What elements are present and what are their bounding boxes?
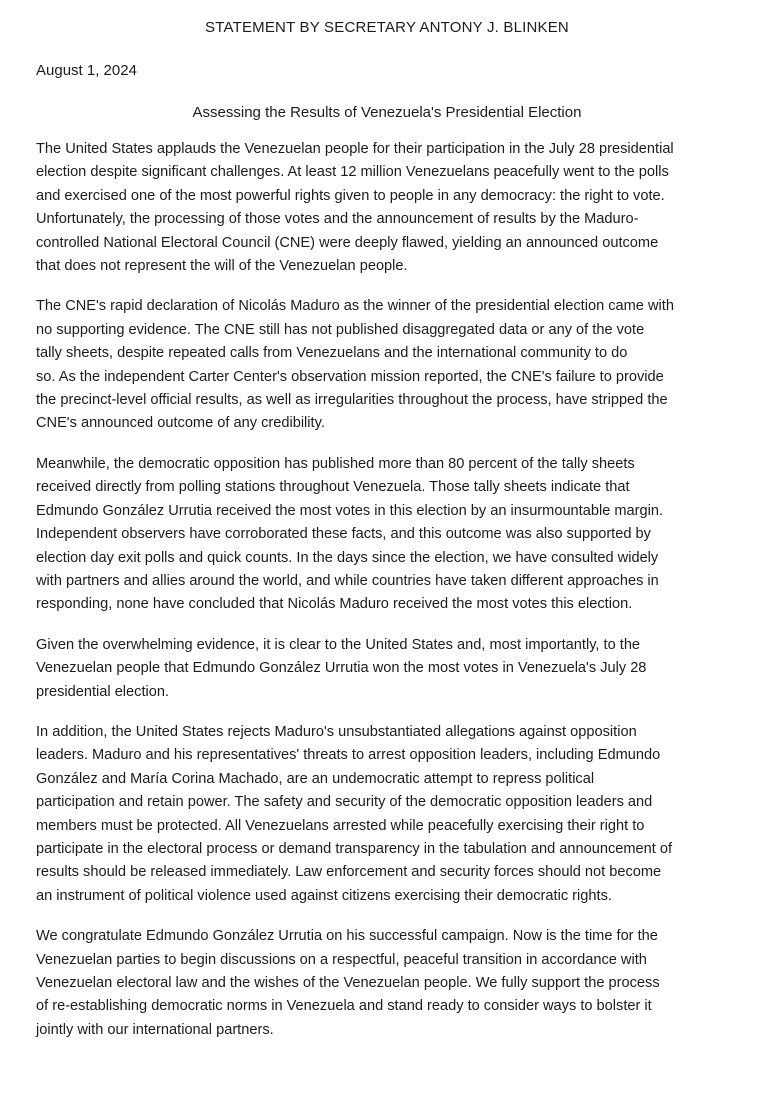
paragraph-line: The CNE's rapid declaration of Nicolás Maduro as the winner of the presidential election came with (36, 298, 674, 315)
paragraph-line: election day exit polls and quick counts. In the days since the election, we have consulted widely (36, 549, 659, 566)
paragraph-line: Venezuelan electoral law and the wishes of the Venezuelan people. We fully support the process (36, 975, 660, 991)
paragraph-line: the precinct-level official results, as well as irregularities throughout the process, have stripped the (36, 392, 668, 409)
paragraph-line: The United States applauds the Venezuelan people for their participation in the July 28 presidential (36, 141, 674, 157)
paragraph-line: CNE's announced outcome of any credibility. (36, 415, 325, 432)
paragraph-line: jointly with our international partners. (36, 1021, 274, 1038)
statement-date: August 1, 2024 (36, 62, 137, 79)
paragraph-line: no supporting evidence. The CNE still has not published disaggregated data or any of the vote (36, 321, 645, 338)
paragraph-line: of re-establishing democratic norms in Venezuela and stand ready to consider ways to bolster it (36, 998, 652, 1015)
paragraph-line: Unfortunately, the processing of those votes and the announcement of results by the Maduro- (36, 211, 639, 228)
paragraph-line: members must be protected. All Venezuelans arrested while peacefully exercising their right to (36, 817, 645, 834)
paragraph-line: Independent observers have corroborated these facts, and this outcome was also supported by (36, 526, 651, 543)
paragraph-line: that does not represent the will of the Venezuelan people. (36, 258, 408, 275)
statement-title: STATEMENT BY SECRETARY ANTONY J. BLINKEN (205, 19, 569, 36)
paragraph-line: Given the overwhelming evidence, it is clear to the United States and, most importantly, to the (36, 636, 641, 653)
paragraph-line: González and María Corina Machado, are an undemocratic attempt to repress political (36, 770, 595, 787)
paragraph-line: We congratulate Edmundo González Urrutia on his successful campaign. Now is the time for the (36, 928, 658, 945)
paragraph-line: participation and retain power. The safety and security of the democratic opposition leaders and (36, 794, 653, 811)
paragraph-line: controlled National Electoral Council (CNE) were deeply flawed, yielding an announced outcome (36, 234, 659, 251)
paragraph-line: results should be released immediately. Law enforcement and security forces should not become (36, 864, 662, 881)
paragraph-line: so. As the independent Carter Center's observation mission reported, the CNE's failure to provide (36, 368, 664, 385)
paragraph-line: participate in the electoral process or demand transparency in the tabulation and announcement of (36, 840, 673, 857)
paragraph-line: Venezuelan people that Edmundo González Urrutia won the most votes in Venezuela's July 28 (36, 660, 647, 677)
paragraph-line: Venezuelan parties to begin discussions on a respectful, peaceful transition in accordance with (36, 951, 647, 968)
paragraph-line: with partners and allies around the world, and while countries have taken different approaches in (36, 572, 659, 589)
statement-paragraph (36, 721, 738, 908)
paragraph-line: tally sheets, despite repeated calls from Venezuelans and the international community to do (36, 345, 628, 362)
paragraph-line: presidential election. (36, 683, 170, 700)
paragraph-line: Edmundo González Urrutia received the most votes in this election by an insurmountable margin. (36, 502, 664, 519)
paragraph-line: Meanwhile, the democratic opposition has published more than 80 percent of the tally sheets (36, 455, 635, 472)
paragraph-line: and exercised one of the most powerful rights given to people in any democracy: the right to vote. (36, 187, 665, 204)
paragraph-line: an instrument of political violence used against citizens exercising their democratic rights. (36, 887, 612, 904)
paragraph-line: responding, none have concluded that Nicolás Maduro received the most votes this election. (36, 596, 633, 613)
statement-body (36, 138, 738, 1042)
statement-paragraph (36, 138, 738, 278)
statement-paragraph (36, 925, 738, 1042)
paragraph-line: leaders. Maduro and his representatives' threats to arrest opposition leaders, including Edmundo (36, 747, 661, 764)
statement-paragraph (36, 453, 738, 617)
statement-paragraph (36, 295, 738, 435)
statement-subtitle: Assessing the Results of Venezuela's Presidential Election (192, 104, 582, 121)
paragraph-line: received directly from polling stations throughout Venezuela. Those tally sheets indicate that (36, 479, 630, 496)
statement-paragraph (36, 634, 738, 704)
paragraph-line: In addition, the United States rejects Maduro's unsubstantiated allegations against opposition (36, 723, 637, 740)
paragraph-line: election despite significant challenges. At least 12 million Venezuelans peacefully went to the polls (36, 164, 669, 181)
